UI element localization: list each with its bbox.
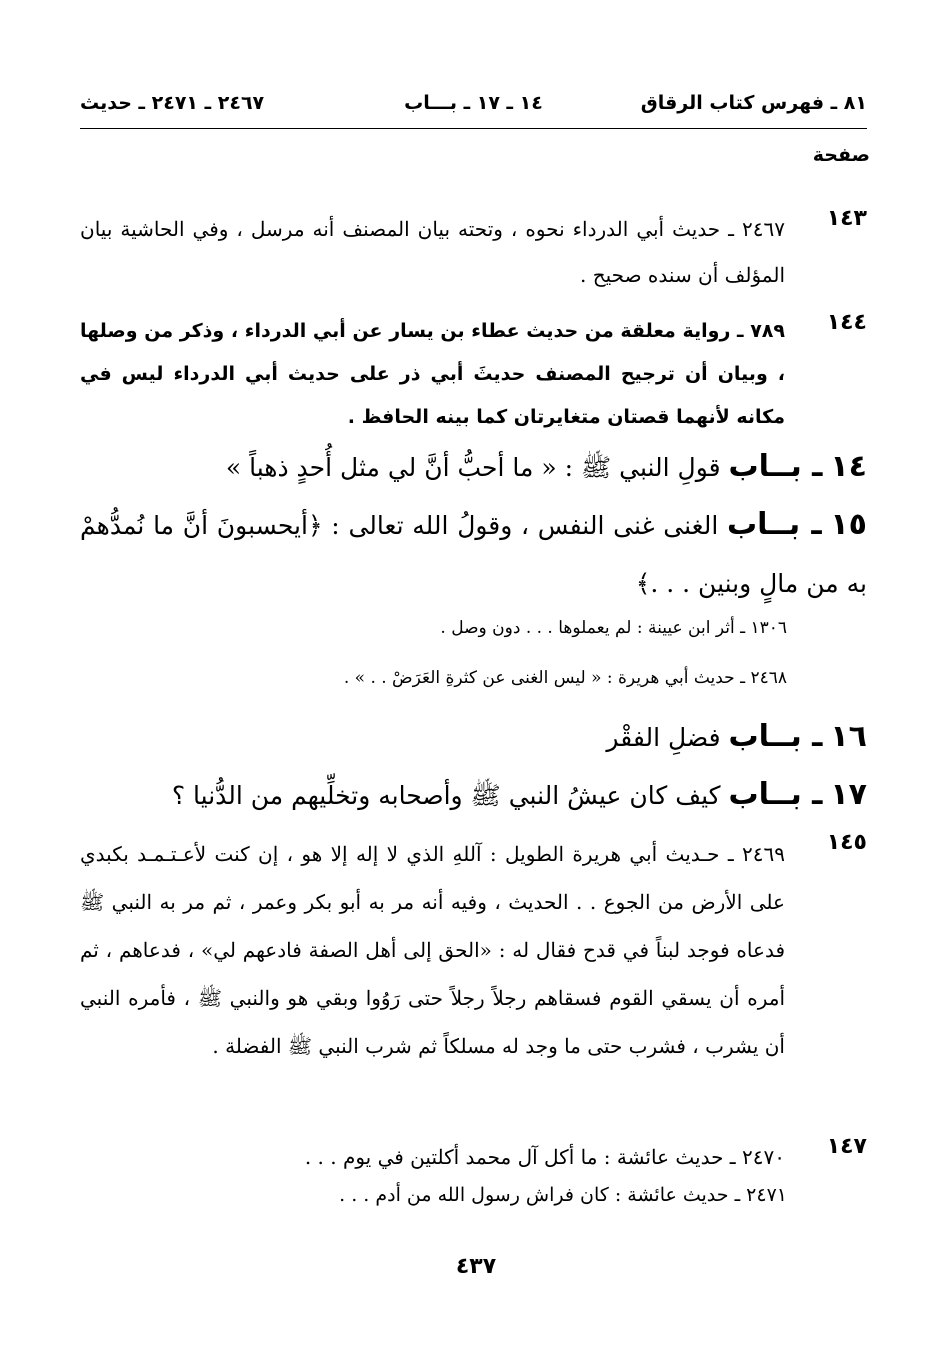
- sub-entry-1306: ١٣٠٦ ـ أثر ابن عيينة : لم يعملوها . . . دون وصل .: [440, 618, 787, 638]
- header-chapter: ٨١ ـ فهرس كتاب الرقاق: [640, 92, 867, 114]
- index-entry-143: [80, 206, 867, 298]
- entry-page-number: ١٤٥: [826, 830, 867, 855]
- bab-keyword: ـ بــاب: [728, 449, 823, 484]
- bab-title: قولِ النبي ﷺ : « ما أحبُّ أنَّ لي مثل أُحدٍ ذهباً »: [225, 453, 721, 482]
- entry-page-number: ١٤٣: [826, 206, 867, 231]
- bab-title: فضلِ الفقْر: [606, 723, 721, 752]
- sub-entry-2468: ٢٤٦٨ ـ حديث أبي هريرة : « ليس الغنى عن كثرةِ العَرَضْ . . » .: [343, 668, 787, 688]
- bab-17-heading: [80, 766, 867, 825]
- bab-keyword: ـ بــاب: [728, 777, 823, 812]
- page-number: ٤٣٧: [455, 1254, 497, 1279]
- entry-text: ٢٤٦٧ ـ حديث أبي الدرداء نحوه ، وتحته بيان المصنف أنه مرسل ، وفي الحاشية بيان المؤلف أن سنده صحيح .: [80, 217, 785, 287]
- bab-number: ١٥: [830, 507, 867, 542]
- header-babs: ١٤ ـ ١٧ ـ بـــاب: [404, 92, 543, 114]
- bab-keyword: ـ بــاب: [728, 719, 823, 754]
- entry-text: ٧٨٩ ـ رواية معلقة من حديث عطاء بن يسار عن أبي الدرداء ، وذكر من وصلها ، وبيان أن ترجيح المصنف حديثَ أبي ذر على حديث أبي الدرداء ليس في مكانه لأنهما قصتان متغايرتان كما بينه الحافظ .: [80, 320, 785, 428]
- index-entry-2471: ٢٤٧١ ـ حديث عائشة : كان فراش رسول الله من أدم . . .: [339, 1184, 787, 1206]
- page-column-label: صفحة: [812, 144, 870, 166]
- bab-title: كيف كان عيشُ النبي ﷺ وأصحابه وتخلِّيهم من الدُّنيا ؟: [171, 781, 721, 810]
- bab-15-heading: [80, 496, 867, 613]
- bab-number: ١٤: [830, 449, 867, 484]
- index-entry-144: [80, 310, 867, 440]
- running-header: [80, 90, 867, 126]
- entry-page-number: ١٤٤: [826, 310, 867, 335]
- entry-text: ٢٤٧٠ ـ حديث عائشة : ما أكل آل محمد أكلتين في يوم . . .: [304, 1145, 785, 1169]
- bab-keyword: ـ بــاب: [727, 507, 822, 542]
- bab-title: الغنى غنى النفس ، وقولُ الله تعالى : ﴿أيحسبونَ أنَّ ما نُمدُّهمْ به من مالٍ وبنين . . .﴾: [80, 511, 867, 598]
- entry-page-number: ١٤٧: [826, 1134, 867, 1159]
- bab-14-heading: [80, 438, 867, 497]
- header-rule: [80, 128, 867, 129]
- bab-16-heading: [80, 708, 867, 767]
- header-hadiths: ٢٤٦٧ ـ ٢٤٧١ ـ حديث: [80, 92, 265, 114]
- index-entry-145: [80, 830, 867, 1120]
- bab-number: ١٧: [830, 777, 867, 812]
- bab-number: ١٦: [830, 719, 867, 754]
- entry-text: ٢٤٦٩ ـ حـديث أبي هريرة الطويل : آللهِ الذي لا إله إلا هو ، إن كنت لأعـتـمـد بكبدي على الأرض من الجوع . . الحديث ، وفيه أنه مر به أبو بكر وعمر ، ثم مر به النبي ﷺ فدعاه فوجد لبناً في قدح فقال له : «الحق إلى أهل الصفة فادعهم لي» ، فدعاهم ، ثم أمره أن يسقي القوم فسقاهم رجلاً رجلاً حتى رَوُوا وبقي هو والنبي ﷺ ، فأمره النبي أن يشرب ، فشرب حتى ما وجد له مسلكاً ثم شرب النبي ﷺ الفضلة .: [80, 842, 786, 1058]
- index-entry-147: [80, 1134, 867, 1178]
